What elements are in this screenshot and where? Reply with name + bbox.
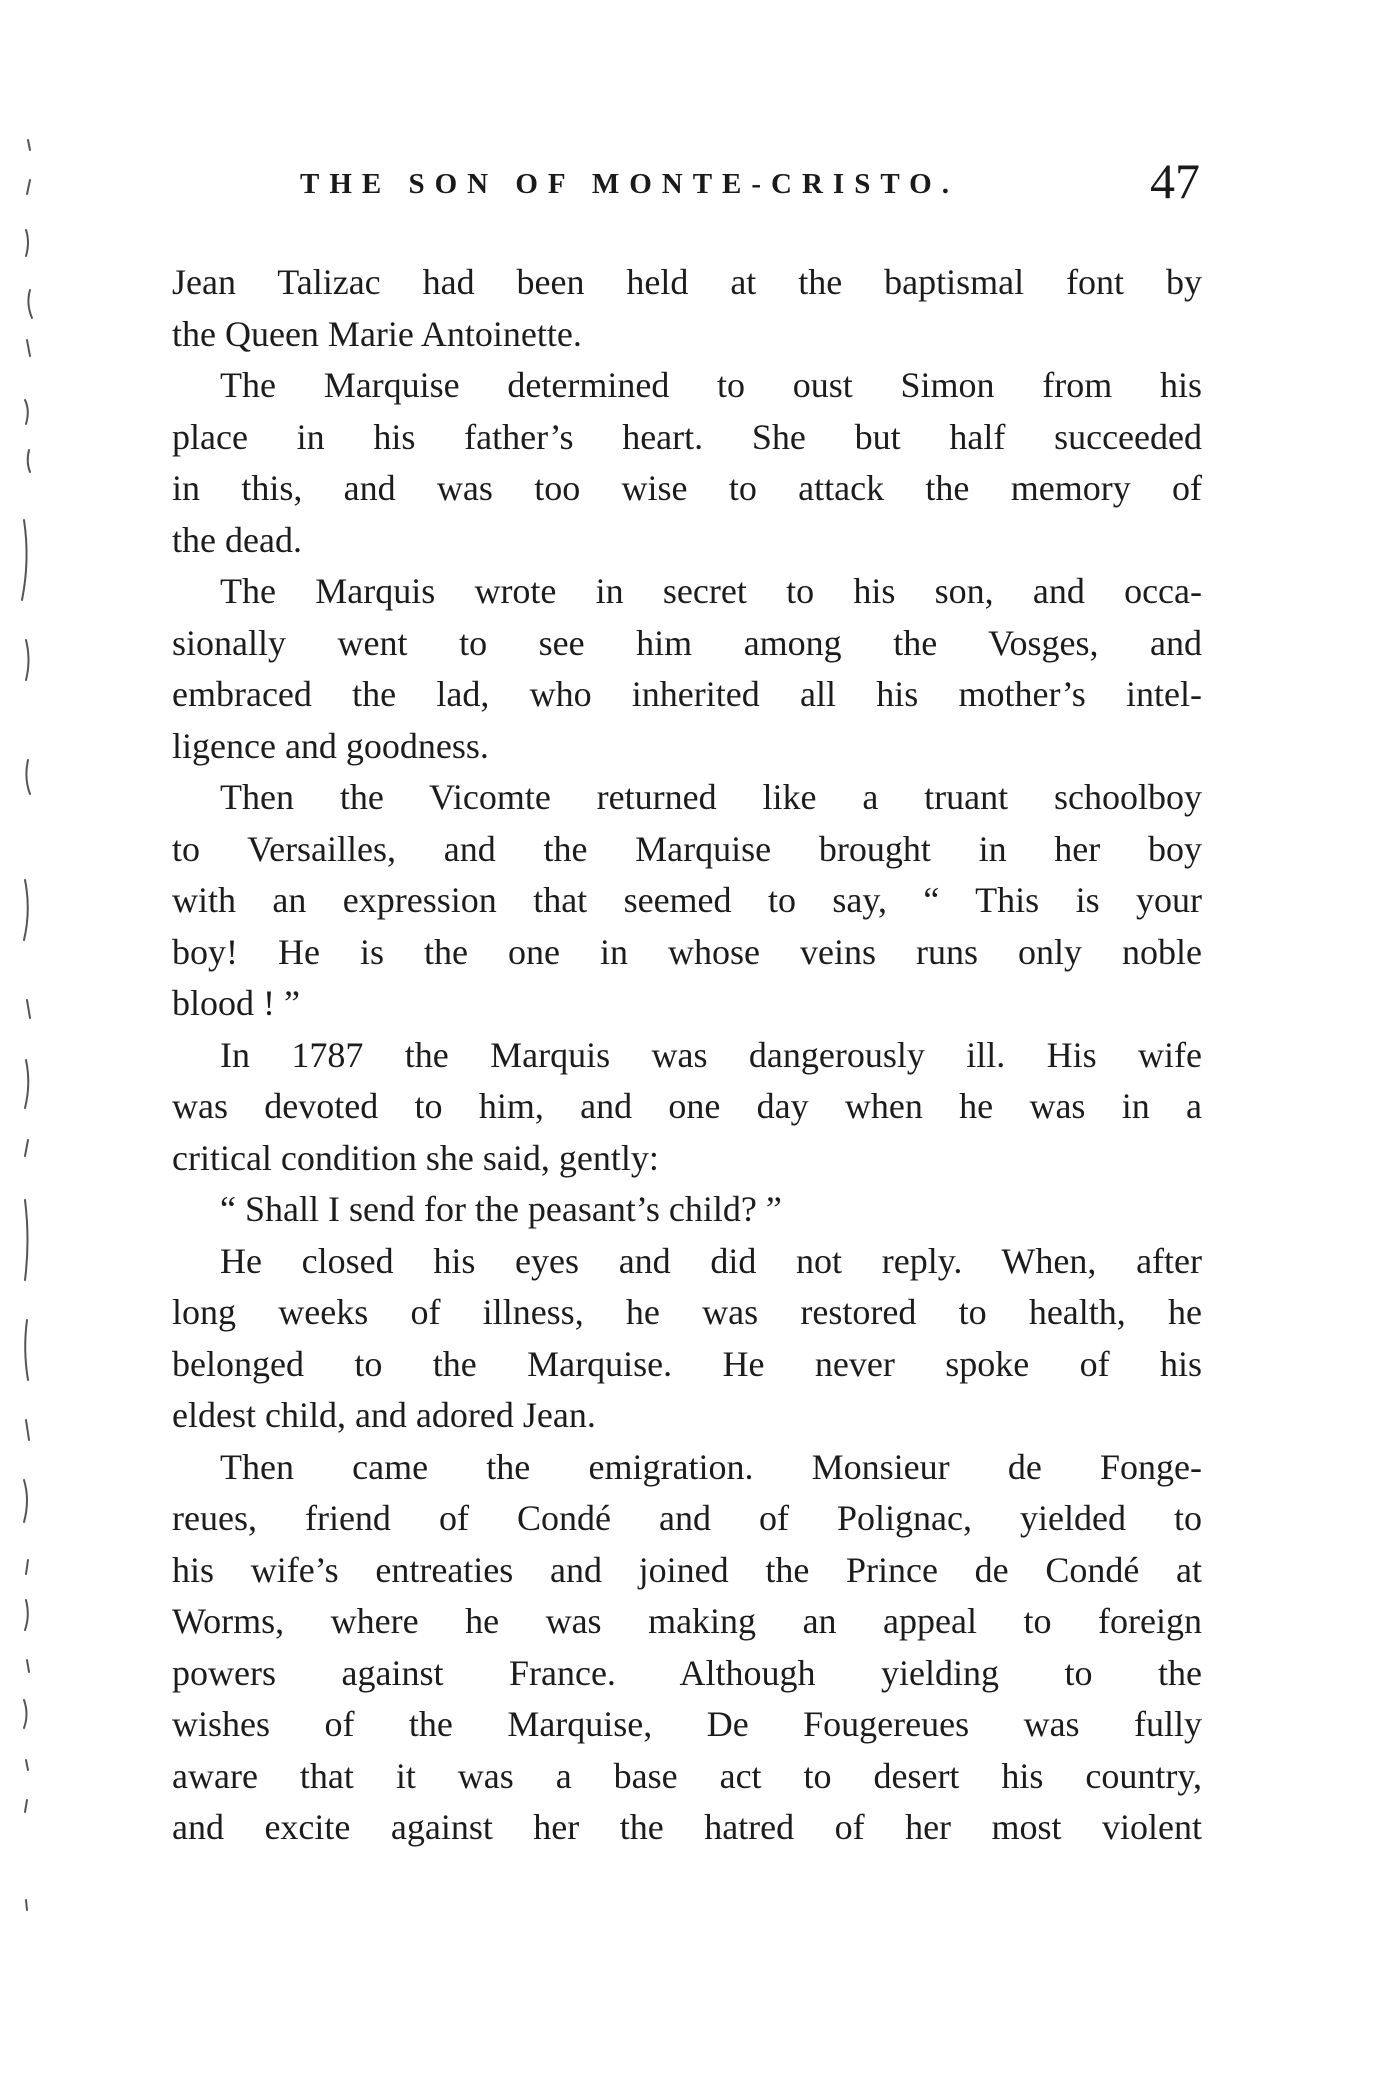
text-line: The Marquise determined to oust Simon from his	[220, 365, 1202, 405]
text-line: reues, friend of Condé and of Polignac, yielded to	[172, 1498, 1202, 1538]
text-line: Then the Vicomte returned like a truant schoolboy	[220, 777, 1202, 817]
text-line: Then came the emigration. Monsieur de Fonge-	[220, 1446, 1202, 1487]
text-line: Worms, where he was making an appeal to foreign	[172, 1601, 1202, 1641]
scan-margin-marks	[0, 0, 60, 2079]
text-line: Jean Talizac had been held at the baptismal font by	[172, 262, 1202, 302]
text-line: powers against France. Although yielding to the	[172, 1652, 1202, 1693]
text-line: and excite against her the hatred of her most violent	[172, 1807, 1202, 1847]
text-line: critical condition she said, gently:	[172, 1137, 659, 1178]
text-line: sionally went to see him among the Vosges, and	[172, 622, 1202, 663]
text-line: blood ! ”	[172, 983, 300, 1023]
text-line: his wife’s entreaties and joined the Prince de Condé at	[172, 1549, 1202, 1590]
text-line: belonged to the Marquise. He never spoke of his	[172, 1343, 1202, 1384]
running-title: THE SON OF MONTE-CRISTO.	[300, 168, 959, 200]
page-number: 47	[1150, 153, 1200, 209]
text-line: boy! He is the one in whose veins runs only noble	[172, 931, 1202, 972]
text-line: “ Shall I send for the peasant’s child? ”	[220, 1189, 782, 1229]
text-line: in this, and was too wise to attack the memory of	[172, 468, 1202, 508]
text-line: In 1787 the Marquis was dangerously ill. His wife	[220, 1034, 1202, 1075]
text-line: aware that it was a base act to desert his country,	[172, 1755, 1202, 1796]
running-head	[300, 150, 1200, 220]
text-line: ligence and goodness.	[172, 725, 489, 766]
margin-specks-graphic	[0, 0, 60, 2079]
body-text	[172, 257, 1202, 1854]
text-line: to Versailles, and the Marquise brought in her boy	[172, 828, 1202, 869]
text-line: He closed his eyes and did not reply. When, after	[220, 1240, 1202, 1281]
text-line: eldest child, and adored Jean.	[172, 1395, 596, 1435]
text-line: long weeks of illness, he was restored to health, he	[172, 1292, 1202, 1332]
text-line: with an expression that seemed to say, “ This is your	[172, 880, 1202, 920]
text-line: wishes of the Marquise, De Fougereues was fully	[172, 1704, 1202, 1744]
text-line: the dead.	[172, 519, 302, 560]
text-line: the Queen Marie Antoinette.	[172, 313, 582, 354]
text-line: The Marquis wrote in secret to his son, and occa-	[220, 571, 1202, 611]
text-line: embraced the lad, who inherited all his mother’s intel-	[172, 674, 1202, 714]
text-line: place in his father’s heart. She but half succeeded	[172, 416, 1202, 457]
text-line: was devoted to him, and one day when he was in a	[172, 1086, 1202, 1126]
